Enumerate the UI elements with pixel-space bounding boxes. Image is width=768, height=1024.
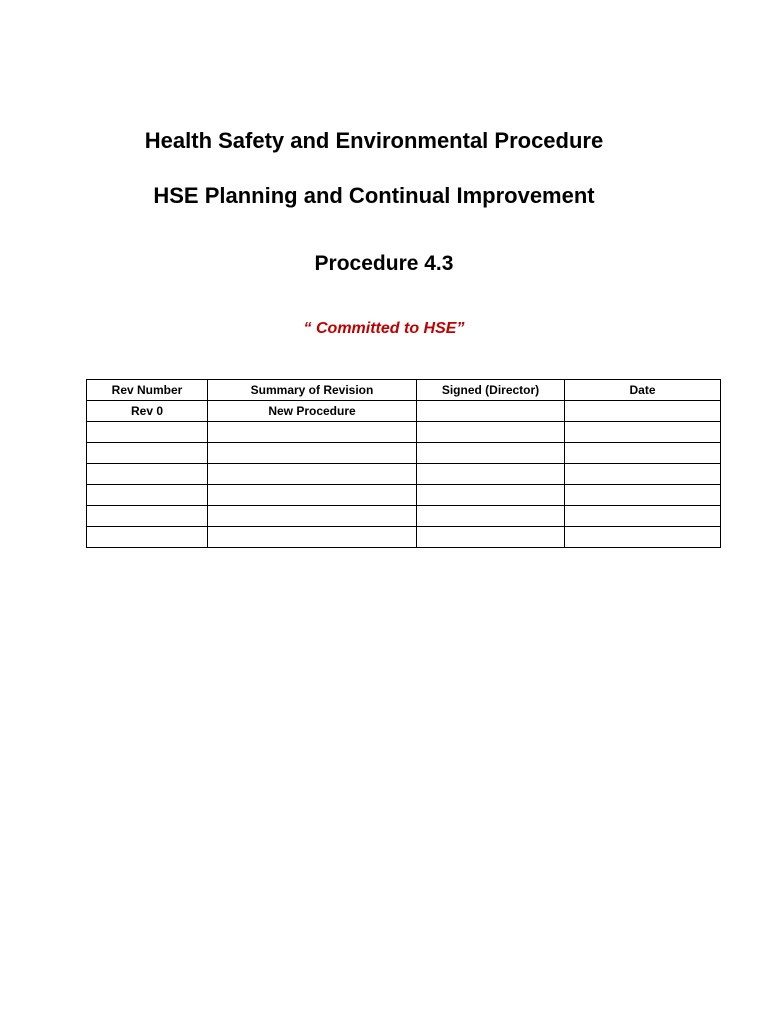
cell-date xyxy=(565,443,721,464)
cell-summary xyxy=(208,527,417,548)
header-summary-of-revision: Summary of Revision xyxy=(208,380,417,401)
cell-signed xyxy=(417,464,565,485)
cell-rev-number xyxy=(87,422,208,443)
revision-table xyxy=(86,379,721,548)
cell-signed xyxy=(417,527,565,548)
table-row xyxy=(87,422,721,443)
cell-rev-number xyxy=(87,506,208,527)
table-row xyxy=(87,464,721,485)
table-row xyxy=(87,527,721,548)
cell-signed xyxy=(417,485,565,506)
cell-signed xyxy=(417,401,565,422)
cell-date xyxy=(565,506,721,527)
table-row xyxy=(87,443,721,464)
cell-date xyxy=(565,401,721,422)
header-rev-number: Rev Number xyxy=(87,380,208,401)
cell-date xyxy=(565,464,721,485)
cell-rev-number xyxy=(87,485,208,506)
header-signed-director: Signed (Director) xyxy=(417,380,565,401)
cell-date xyxy=(565,527,721,548)
document-title: Health Safety and Environmental Procedure xyxy=(144,128,604,153)
table-row xyxy=(87,485,721,506)
cell-summary xyxy=(208,443,417,464)
motto-text: “ Committed to HSE” xyxy=(303,320,465,337)
cell-summary xyxy=(208,506,417,527)
cell-signed xyxy=(417,506,565,527)
table-row xyxy=(87,401,721,422)
cell-summary xyxy=(208,464,417,485)
cell-date xyxy=(565,485,721,506)
cell-rev-number xyxy=(87,443,208,464)
cell-summary: New Procedure xyxy=(208,401,417,422)
procedure-number: Procedure 4.3 xyxy=(314,252,454,275)
cell-signed xyxy=(417,443,565,464)
cell-date xyxy=(565,422,721,443)
header-date: Date xyxy=(565,380,721,401)
table-header-row xyxy=(87,380,721,401)
document-subtitle: HSE Planning and Continual Improvement xyxy=(153,183,595,208)
cell-rev-number: Rev 0 xyxy=(87,401,208,422)
cell-rev-number xyxy=(87,527,208,548)
cell-signed xyxy=(417,422,565,443)
cell-summary xyxy=(208,422,417,443)
cell-rev-number xyxy=(87,464,208,485)
cell-summary xyxy=(208,485,417,506)
table-row xyxy=(87,506,721,527)
